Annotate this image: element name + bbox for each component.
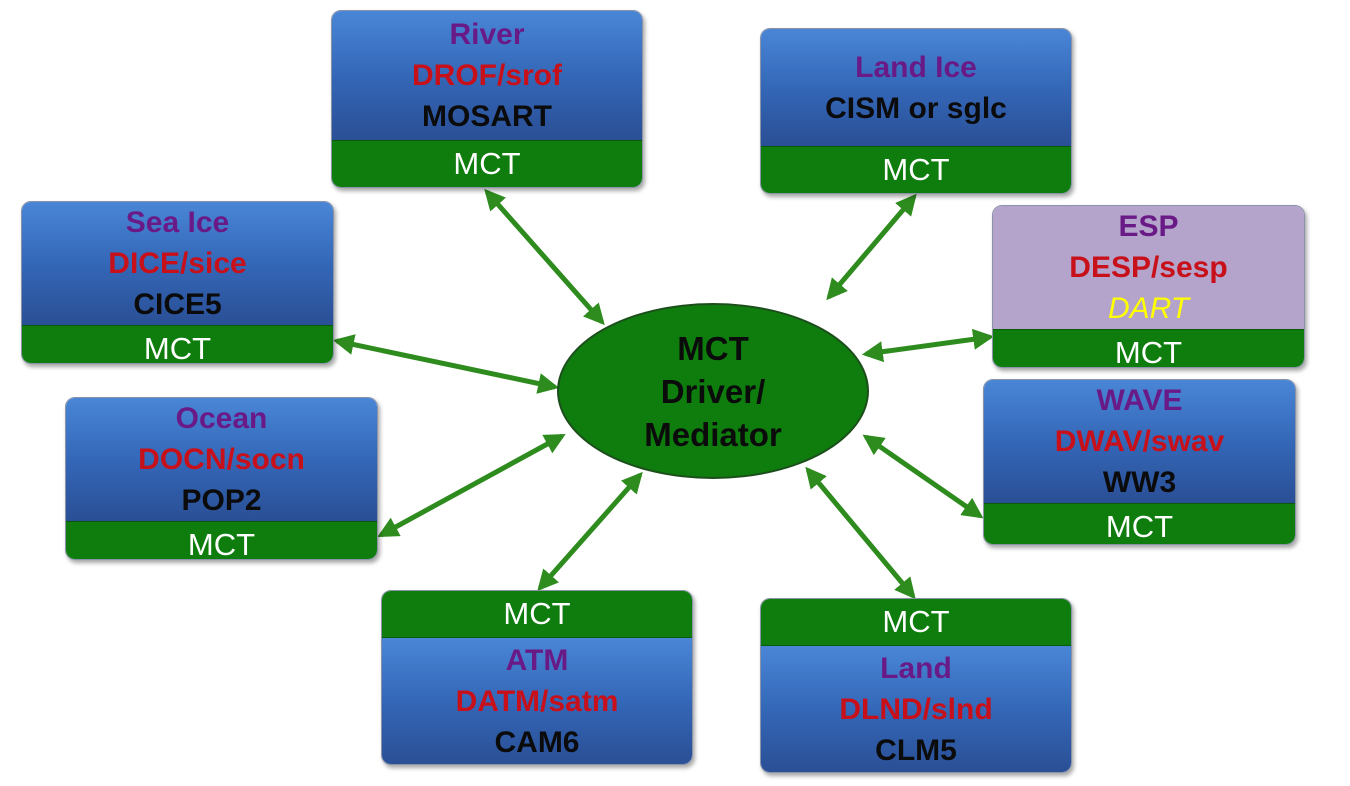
atm-component (382, 638, 692, 764)
arrow-river (487, 192, 602, 322)
ocean-model: POP2 (181, 484, 262, 517)
wave-name: WAVE (1096, 384, 1183, 417)
atm-name: ATM (505, 643, 569, 677)
esp-name: ESP (1118, 210, 1179, 243)
arrow-seaice (337, 341, 555, 387)
driver-line-2: Driver/ (660, 372, 766, 410)
ocean-component-box (65, 397, 378, 560)
seaice-data-model: DICE/sice (108, 247, 247, 280)
seaice-mct-bar: MCT (22, 325, 333, 364)
esp-model: DART (1107, 292, 1190, 325)
land-component (761, 646, 1071, 772)
land-component-box (760, 598, 1072, 773)
river-name: River (449, 18, 525, 51)
arrow-wave (866, 437, 980, 516)
land-mct-bar: MCT (761, 599, 1071, 646)
river-data-model: DROF/srof (412, 59, 562, 92)
landice-component (761, 29, 1071, 146)
land-name: Land (880, 651, 952, 685)
driver-line-3: Mediator (644, 415, 782, 453)
esp-data-model: DESP/sesp (1069, 251, 1228, 284)
landice-component-box (760, 28, 1072, 194)
river-component (332, 11, 642, 140)
atm-mct-bar: MCT (382, 591, 692, 638)
driver-line-1: MCT (677, 329, 749, 367)
land-data-model: DLND/slnd (839, 692, 993, 726)
esp-component (993, 206, 1304, 329)
arrow-esp (866, 337, 990, 354)
esp-component-box (992, 205, 1305, 368)
atm-model: CAM6 (494, 725, 580, 759)
arrow-land (808, 470, 913, 596)
ocean-mct-bar: MCT (66, 521, 377, 560)
landice-mct-bar: MCT (761, 146, 1071, 193)
wave-component-box (983, 379, 1296, 545)
wave-data-model: DWAV/swav (1054, 425, 1225, 458)
arrow-atm (540, 475, 640, 588)
river-mct-bar: MCT (332, 140, 642, 187)
landice-model: CISM or sglc (825, 91, 1007, 125)
ocean-component (66, 398, 377, 521)
esp-mct-bar: MCT (993, 329, 1304, 368)
atm-data-model: DATM/satm (455, 684, 619, 718)
arrow-landice (829, 197, 914, 297)
mct-driver-mediator (557, 303, 869, 479)
seaice-model: CICE5 (133, 288, 222, 321)
wave-model: WW3 (1102, 466, 1177, 499)
seaice-component-box (21, 201, 334, 364)
river-component-box (331, 10, 643, 188)
wave-component (984, 380, 1295, 503)
ocean-data-model: DOCN/socn (138, 443, 305, 476)
wave-mct-bar: MCT (984, 503, 1295, 545)
seaice-name: Sea Ice (125, 206, 230, 239)
atm-component-box (381, 590, 693, 765)
landice-name: Land Ice (855, 50, 977, 84)
seaice-component (22, 202, 333, 325)
ocean-name: Ocean (175, 402, 268, 435)
arrow-ocean (381, 436, 562, 535)
land-model: CLM5 (875, 733, 957, 767)
river-model: MOSART (422, 100, 552, 133)
